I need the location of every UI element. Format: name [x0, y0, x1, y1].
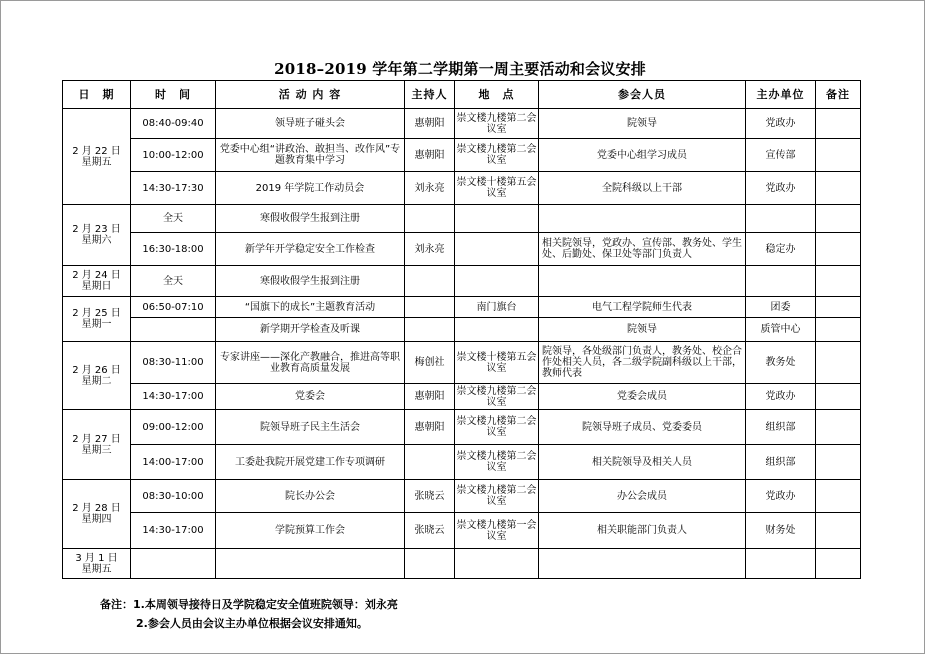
date-cell: 2 月 25 日 星期一 — [63, 297, 131, 342]
place-cell: 崇文楼十楼第五会议室 — [455, 342, 539, 384]
table-row — [63, 266, 861, 297]
time-cell: 08:30-11:00 — [131, 342, 216, 384]
header-row — [63, 81, 861, 109]
host-cell — [405, 549, 455, 579]
place-cell: 崇文楼九楼第一会议室 — [455, 513, 539, 549]
host-cell: 惠朝阳 — [405, 384, 455, 410]
place-cell — [455, 205, 539, 233]
place-cell — [455, 549, 539, 579]
place-cell: 崇文楼九楼第二会议室 — [455, 410, 539, 445]
remarks-cell — [816, 205, 861, 233]
time-cell: 10:00-12:00 — [131, 139, 216, 172]
remarks-cell — [816, 410, 861, 445]
page-title: 2018–2019 学年第二学期第一周主要活动和会议安排 — [274, 60, 646, 78]
time-cell: 09:00-12:00 — [131, 410, 216, 445]
place-cell — [455, 318, 539, 342]
organizer-cell: 党政办 — [746, 172, 816, 205]
time-cell: 14:30-17:30 — [131, 172, 216, 205]
table-row — [63, 480, 861, 513]
date-cell: 2 月 26 日 星期二 — [63, 342, 131, 410]
table-row — [63, 384, 861, 410]
host-cell: 梅创社 — [405, 342, 455, 384]
host-cell — [405, 318, 455, 342]
attendees-cell — [539, 266, 746, 297]
content-cell: 新学年开学稳定安全工作检查 — [216, 233, 405, 266]
time-cell — [131, 549, 216, 579]
host-cell: 张晓云 — [405, 513, 455, 549]
organizer-cell — [746, 266, 816, 297]
host-cell: 刘永亮 — [405, 233, 455, 266]
organizer-cell: 质管中心 — [746, 318, 816, 342]
time-cell: 14:30-17:00 — [131, 513, 216, 549]
content-cell: 工委赴我院开展党建工作专项调研 — [216, 445, 405, 480]
host-cell — [405, 445, 455, 480]
host-cell: 刘永亮 — [405, 172, 455, 205]
attendees-cell: 相关院领导，党政办、宣传部、教务处、学生处、后勤处、保卫处等部门负责人 — [539, 233, 746, 266]
organizer-cell: 团委 — [746, 297, 816, 318]
header-organizer: 主办单位 — [746, 81, 816, 109]
table-row — [63, 318, 861, 342]
content-cell — [216, 549, 405, 579]
date-cell: 2 月 27 日 星期三 — [63, 410, 131, 480]
attendees-cell: 院领导 — [539, 109, 746, 139]
content-cell: 院领导班子民主生活会 — [216, 410, 405, 445]
remarks-cell — [816, 513, 861, 549]
date-cell: 2 月 23 日 星期六 — [63, 205, 131, 266]
header-content: 活 动 内 容 — [216, 81, 405, 109]
table-row — [63, 549, 861, 579]
content-cell: 新学期开学检查及听课 — [216, 318, 405, 342]
place-cell — [455, 266, 539, 297]
header-host: 主持人 — [405, 81, 455, 109]
organizer-cell: 党政办 — [746, 480, 816, 513]
content-cell: 2019 年学院工作动员会 — [216, 172, 405, 205]
organizer-cell: 财务处 — [746, 513, 816, 549]
attendees-cell — [539, 205, 746, 233]
time-cell: 全天 — [131, 266, 216, 297]
remarks-cell — [816, 109, 861, 139]
time-cell: 06:50-07:10 — [131, 297, 216, 318]
organizer-cell: 组织部 — [746, 445, 816, 480]
remarks-cell — [816, 233, 861, 266]
place-cell: 南门旗台 — [455, 297, 539, 318]
attendees-cell: 党委会成员 — [539, 384, 746, 410]
remarks-cell — [816, 266, 861, 297]
date-cell: 2 月 22 日 星期五 — [63, 109, 131, 205]
attendees-cell — [539, 549, 746, 579]
attendees-cell: 相关院领导及相关人员 — [539, 445, 746, 480]
remarks-cell — [816, 297, 861, 318]
table-row — [63, 233, 861, 266]
remarks-cell — [816, 139, 861, 172]
table-row — [63, 445, 861, 480]
organizer-cell: 稳定办 — [746, 233, 816, 266]
date-cell: 3 月 1 日 星期五 — [63, 549, 131, 579]
attendees-cell: 院领导 — [539, 318, 746, 342]
header-time: 时 间 — [131, 81, 216, 109]
attendees-cell: 相关职能部门负责人 — [539, 513, 746, 549]
host-cell: 张晓云 — [405, 480, 455, 513]
header-remarks: 备注 — [816, 81, 861, 109]
remarks-cell — [816, 384, 861, 410]
place-cell: 崇文楼十楼第五会议室 — [455, 172, 539, 205]
content-cell: 党委中心组“讲政治、敢担当、改作风”专题教育集中学习 — [216, 139, 405, 172]
table-row — [63, 513, 861, 549]
organizer-cell: 宣传部 — [746, 139, 816, 172]
table-row — [63, 139, 861, 172]
table-row — [63, 205, 861, 233]
table-row — [63, 172, 861, 205]
organizer-cell: 教务处 — [746, 342, 816, 384]
attendees-cell: 全院科级以上干部 — [539, 172, 746, 205]
content-cell: 专家讲座——深化产教融合，推进高等职业教育高质量发展 — [216, 342, 405, 384]
place-cell: 崇文楼九楼第二会议室 — [455, 109, 539, 139]
place-cell: 崇文楼九楼第二会议室 — [455, 445, 539, 480]
time-cell: 08:40-09:40 — [131, 109, 216, 139]
header-date: 日 期 — [63, 81, 131, 109]
remarks-cell — [816, 172, 861, 205]
time-cell: 08:30-10:00 — [131, 480, 216, 513]
time-cell: 全天 — [131, 205, 216, 233]
time-cell: 14:00-17:00 — [131, 445, 216, 480]
table-row — [63, 297, 861, 318]
attendees-cell: 院领导班子成员、党委委员 — [539, 410, 746, 445]
host-cell: 惠朝阳 — [405, 410, 455, 445]
attendees-cell: 党委中心组学习成员 — [539, 139, 746, 172]
host-cell: 惠朝阳 — [405, 109, 455, 139]
time-cell — [131, 318, 216, 342]
date-cell: 2 月 28 日 星期四 — [63, 480, 131, 549]
organizer-cell: 党政办 — [746, 384, 816, 410]
place-cell: 崇文楼九楼第二会议室 — [455, 480, 539, 513]
place-cell: 崇文楼九楼第二会议室 — [455, 139, 539, 172]
time-cell: 14:30-17:00 — [131, 384, 216, 410]
host-cell — [405, 297, 455, 318]
remarks-cell — [816, 445, 861, 480]
table-row — [63, 342, 861, 384]
organizer-cell — [746, 549, 816, 579]
remarks-cell — [816, 549, 861, 579]
organizer-cell: 组织部 — [746, 410, 816, 445]
content-cell: 领导班子碰头会 — [216, 109, 405, 139]
time-cell: 16:30-18:00 — [131, 233, 216, 266]
content-cell: 党委会 — [216, 384, 405, 410]
remarks-cell — [816, 342, 861, 384]
attendees-cell: 办公会成员 — [539, 480, 746, 513]
remarks-cell — [816, 318, 861, 342]
content-cell: 院长办公会 — [216, 480, 405, 513]
place-cell — [455, 233, 539, 266]
content-cell: 学院预算工作会 — [216, 513, 405, 549]
organizer-cell — [746, 205, 816, 233]
date-cell: 2 月 24 日 星期日 — [63, 266, 131, 297]
attendees-cell: 院领导，各处级部门负责人，教务处、校企合作处相关人员，各二级学院副科级以上干部，教师代表 — [539, 342, 746, 384]
organizer-cell: 党政办 — [746, 109, 816, 139]
schedule-table — [62, 80, 861, 579]
note-line-2: 2.参会人员由会议主办单位根据会议安排通知。 — [136, 617, 368, 630]
content-cell: 寒假收假学生报到注册 — [216, 266, 405, 297]
attendees-cell: 电气工程学院师生代表 — [539, 297, 746, 318]
content-cell: 寒假收假学生报到注册 — [216, 205, 405, 233]
notes — [100, 595, 398, 633]
header-place: 地 点 — [455, 81, 539, 109]
place-cell: 崇文楼九楼第二会议室 — [456, 385, 537, 408]
host-cell: 惠朝阳 — [405, 139, 455, 172]
remarks-cell — [816, 480, 861, 513]
note-line-1: 备注：1.本周领导接待日及学院稳定安全值班院领导：刘永亮 — [100, 598, 398, 611]
table-row — [63, 410, 861, 445]
host-cell — [405, 205, 455, 233]
table-row — [63, 109, 861, 139]
host-cell — [405, 266, 455, 297]
header-attendees: 参会人员 — [539, 81, 746, 109]
content-cell: “国旗下的成长”主题教育活动 — [216, 297, 405, 318]
